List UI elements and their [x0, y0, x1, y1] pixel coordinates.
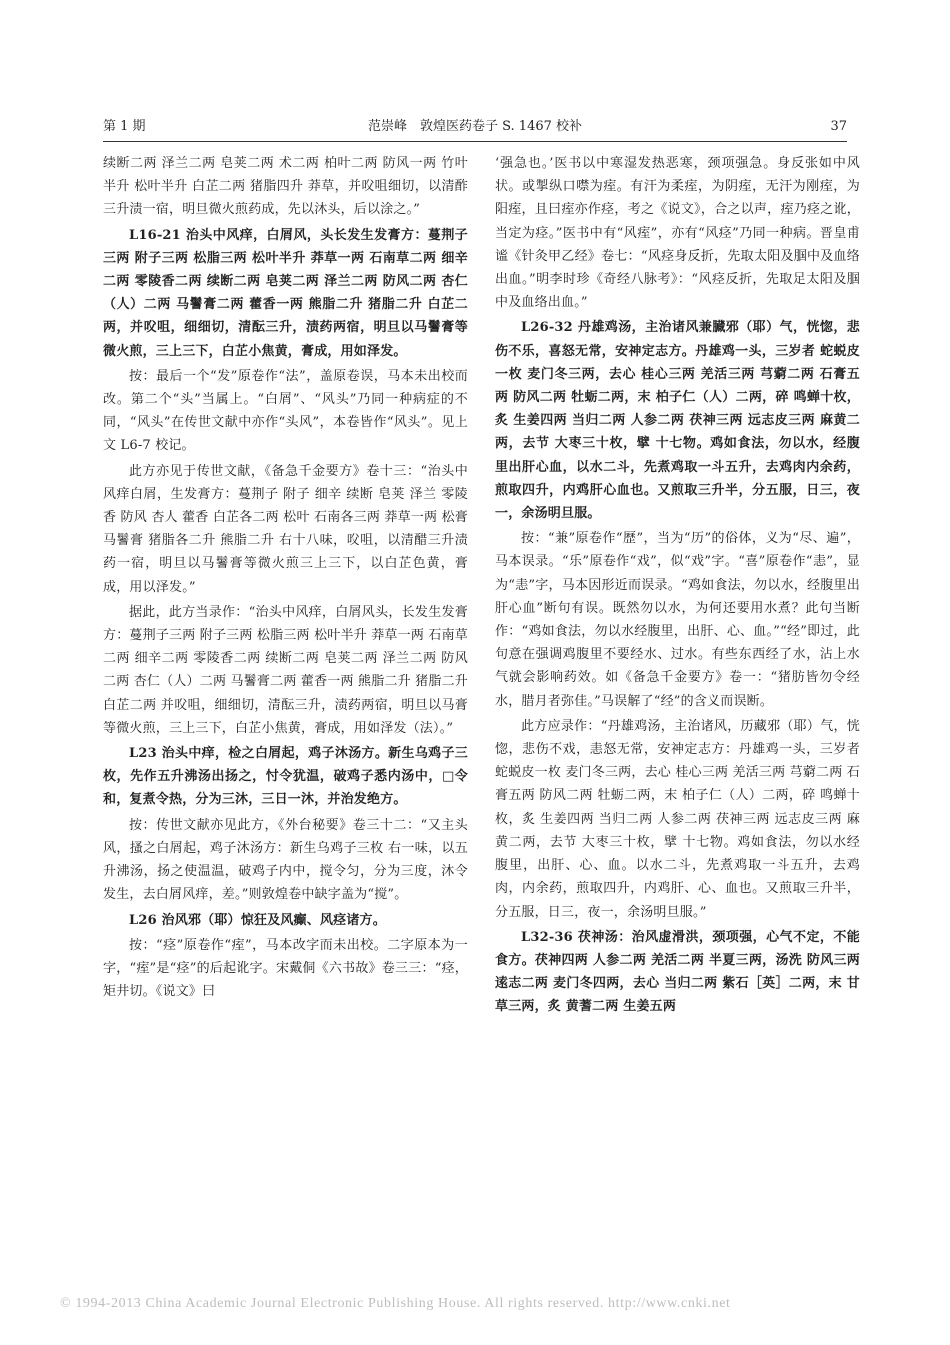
paragraph: 按：传世文献亦见此方，《外台秘要》卷三十二：“又主头风，搔之白屑起，鸡子沐汤方：新生乌鸡子三枚 右一味，以五升沸汤，扬之使温温，破鸡子内中，搅令匀，分为三度，沐令发生，去白屑风痒，差。”则敦煌卷中缺字盖为“搅”。: [103, 817, 468, 903]
running-header: [103, 117, 847, 142]
paragraph: 续断二两 泽兰二两 皂荚二两 术二两 柏叶二两 防风一两 竹叶半升 松叶半升 白芷二两 猪脂四升 莽草，并㕮咀细切，以清酢三升渍一宿，明旦微火煎药成，先以沐头，后以涂之。”: [103, 156, 468, 218]
paragraph: L23 治头中痒，检之白屑起，鸡子沐汤方。新生乌鸡子三枚，先作五升沸汤出扬之，忖令犹温，破鸡子悉内汤中，□令和，复煮令热，分为三沐，三日一沐，并治发绝方。: [103, 746, 468, 808]
copyright-footer: © 1994-2013 China Academic Journal Electronic Publishing House. All rights reserved. http://www.cnki.net: [60, 1296, 731, 1311]
issue-number: 第 1 期: [103, 119, 146, 134]
paragraph: 据此，此方当录作：“治头中风痒，白屑风头，长发生发膏方：蔓荆子三两 附子三两 松脂三两 松叶半升 莽草一两 石南草二两 细辛二两 零陵香二两 续断二两 皂荚二两 泽兰二两 防风二两 杏仁（人）二两 马鬐膏二两 藿香一两 熊脂二升 猪脂二升 白芷二两 并㕮咀，细细切，清酝三升，渍药两宿，明旦以马膏等微火煎，三上三下，白芷小焦黄，膏成，用如泽发（法）。”: [103, 604, 468, 736]
paragraph: 按：“兼”原卷作“歷”，当为“历”的俗体，义为“尽、遍”，马本误录。“乐”原卷作“戏”，似“戏”字。“喜”原卷作“恚”，显为“恚”字，马本因形近而误录。“鸡如食法，勿以水，经腹里出肝心血”断句有误。既然勿以水，为何还要用水煮？此句当断作：“鸡如食法，勿以水经腹里，出肝、心、血。”“经”即过，此句意在强调鸡腹里不要经水、过水。有些东西经了水，沾上水气就会影响药效。如《备急千金要方》卷一：“猪肪皆勿令经水，腊月者弥佳。”马误解了“经”的含义而误断。: [495, 531, 860, 709]
paragraph: 此方应录作：“丹雄鸡汤，主治诸风，历藏邪（耶）气，恍惚，悲伤不戏，恚怒无常，安神定志方：丹雄鸡一头，三岁者 蛇蜕皮一枚 麦门冬三两，去心 桂心三两 羌活三两 芎藭二两 石膏五两 防风二两 牡蛎二两，末 柏子仁（人）二两，碎 鸣蝉十枚，炙 生姜四两 当归二两 人参二两 茯神三两 远志皮三两 麻黄二两，去节 大枣三十枚，擘 十七物。鸡如食法，勿以水经腹里，出肝、心、血。以水二斗，先煮鸡取一斗五升，去鸡肉，内余药，煎取四升，内鸡肝、心、血也。又煎取三升半，分五服，日三，夜一，余汤明旦服。”: [495, 718, 860, 920]
paragraph: ‘强急也。’医书以中寒湿发热恶寒，颈项强急。身反张如中风状。或掣纵口噤为痓。有汗为柔痓，为阴痓，无汗为刚痓，为阳痓，且曰痓亦作痉，考之《说文》，合之以声，痓乃痉之讹，当定为痉。”医书中有“风痓”，亦有“风痉”乃同一种病。晋皇甫谧《针灸甲乙经》卷七：“风痉身反折，先取太阳及腘中及血络出血。”明李时珍《奇经八脉考》：“风痉反折，先取足太阳及腘中及血络出血。”: [495, 156, 860, 311]
paragraph: 此方亦见于传世文献，《备急千金要方》卷十三：“治头中风痒白屑，生发膏方：蔓荆子 附子 细辛 续断 皂荚 泽兰 零陵香 防风 杏人 藿香 白芷各二两 松叶 石南各三两 莽草一两 松膏 马鬐膏 猪脂各二升 熊脂二升 右十八味，㕮咀，以清醋三升渍药一宿，明旦以马鬐膏等微火煎三上三下，以白芷色黄，膏成，用以泽发。”: [103, 463, 468, 595]
paragraph: L26-32 丹雄鸡汤，主治诸风兼臓邪（耶）气，恍惚，悲伤不乐，喜怒无常，安神定志方。丹雄鸡一头，三岁者 蛇蜕皮一枚 麦门冬三两，去心 桂心三两 羌活三两 芎藭二两 石膏五两 防风二两 牡蛎二两，末 柏子仁（人）二两，碎 鸣蝉十枚，炙 生姜四两 当归二两 人参二两 茯神三两 远志皮三两 麻黄二两，去节 大枣三十枚，擘 十七物。鸡如食法，勿以水，经腹里出肝心血，以水二斗，先煮鸡取一斗五升，去鸡肉内余药，煎取四升，内鸡肝心血也。又煎取三升半，分五服，日三，夜一，余汤明旦服。: [495, 320, 860, 522]
left-column: [103, 152, 468, 1003]
paragraph: 按：“痉”原卷作“痓”，马本改字而未出校。二字原本为一字，“痓”是“痉”的后起讹字。宋戴侗《六书故》卷三三：“痉，矩井切。《说文》曰: [103, 937, 468, 1000]
page-number: 37: [830, 119, 847, 134]
paragraph: L26 治风邪（耶）惊狂及风癫、风痉诸方。: [129, 912, 386, 928]
paragraph: L16-21 治头中风痒，白屑风，头长发生发膏方：蔓荆子三两 附子三两 松脂三两 松叶半升 莽草一两 石南草二两 细辛二两 零陵香二两 续断二两 皂荚二两 泽兰二两 防风二两 杏仁（人）二两 马鬐膏二两 藿香一两 熊脂二升 猪脂二升 白芷二两，并㕮咀，细细切，清酝三升，渍药两宿，明旦以马鬐膏等微火煎，三上三下，白芷小焦黄，膏成，用如泽发。: [103, 227, 468, 359]
running-title: 范崇峰 敦煌医药卷子 S. 1467 校补: [367, 119, 583, 134]
paragraph: L32-36 茯神汤：治风虚滑洪，颈项强，心气不定，不能食方。茯神四两 人参二两 羌活二两 半夏三两，汤洗 防风三两 逺志二两 麦门冬四两，去心 当归二两 紫石［英］二两，末 甘草三两，炙 黄蓍二两 生姜五两: [495, 929, 860, 1015]
right-column: [495, 152, 860, 1019]
paragraph: 按：最后一个“发”原卷作“法”，盖原卷误，马本未出校而改。第二个“头”当属上。“白屑”、“风头”乃同一种病症的不同，“风头”在传世文献中亦作“头风”，本卷皆作“风头”。见上文 L6-7 校记。: [103, 368, 468, 454]
